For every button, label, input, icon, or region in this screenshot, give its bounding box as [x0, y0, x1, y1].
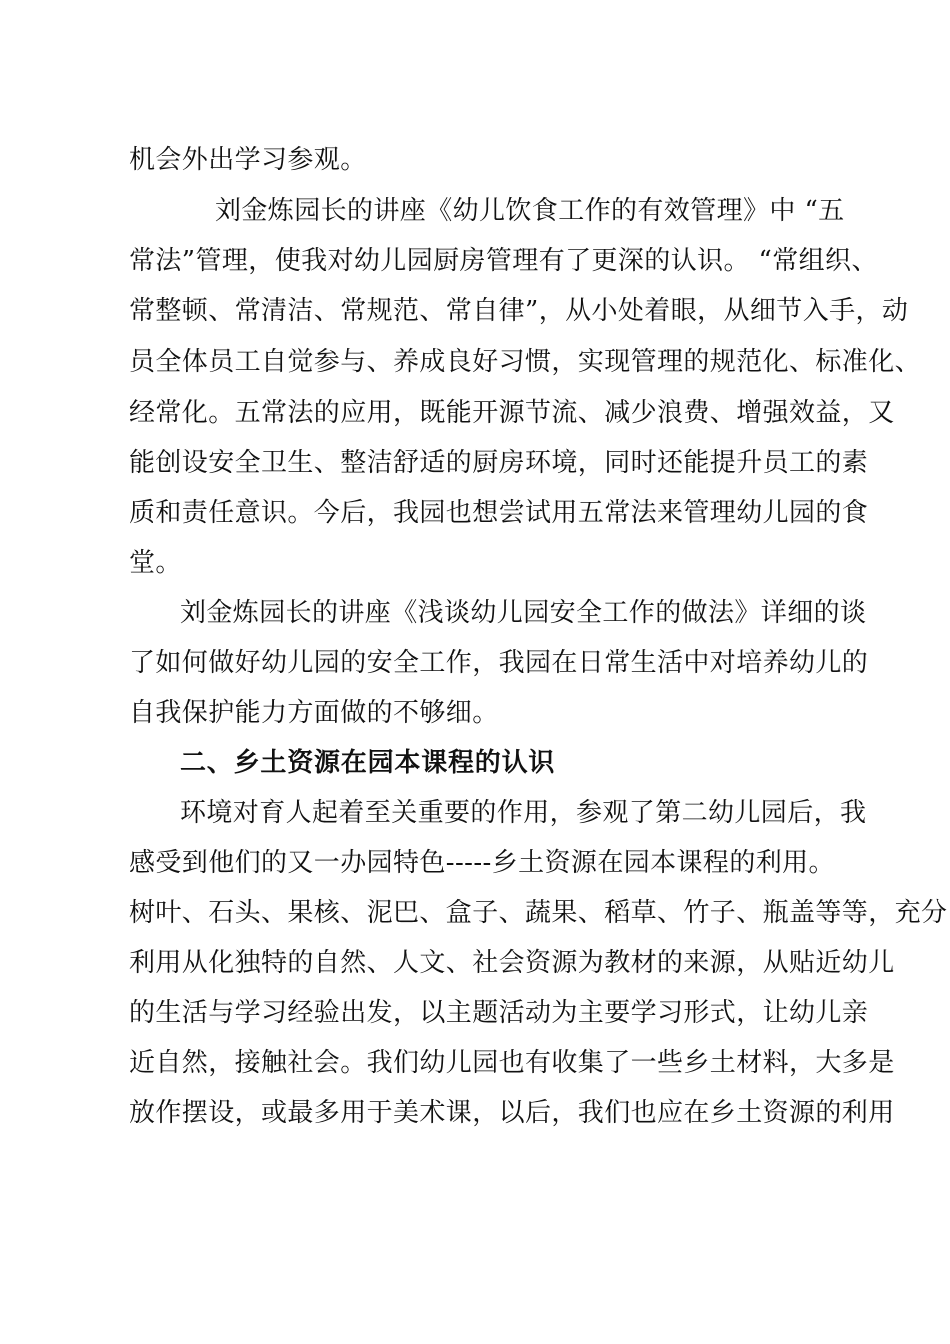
- text-line-18: 的生活与学习经验出发，以主题活动为主要学习形式，让幼儿亲: [129, 998, 869, 1028]
- text-line-2: 刘金炼园长的讲座《幼儿饮食工作的有效管理》中 “五: [215, 196, 845, 226]
- text-line-14: 环境对育人起着至关重要的作用，参观了第二幼儿园后，我: [180, 798, 867, 828]
- section-heading: 二、乡土资源在园本课程的认识: [180, 748, 556, 778]
- text-line-9: 堂。: [129, 548, 182, 578]
- text-line-3: 常法”管理，使我对幼儿园厨房管理有了更深的认识。 “常组织、: [129, 246, 878, 276]
- text-line-8: 质和责任意识。今后，我园也想尝试用五常法来管理幼儿园的食: [129, 498, 869, 528]
- text-line-15: 感受到他们的又一办园特色-----乡土资源在园本课程的利用。: [129, 848, 835, 878]
- text-line-19: 近自然，接触社会。我们幼儿园也有收集了一些乡土材料，大多是: [129, 1048, 895, 1078]
- text-line-4: 常整顿、常清洁、常规范、常自律”，从小处着眼，从细节入手，动: [129, 296, 909, 326]
- text-line-1: 机会外出学习参观。: [129, 145, 367, 175]
- text-line-7: 能创设安全卫生、整洁舒适的厨房环境，同时还能提升员工的素: [129, 448, 869, 478]
- text-line-16: 树叶、石头、果核、泥巴、盒子、蔬果、稻草、竹子、瓶盖等等，充分: [129, 898, 948, 928]
- text-line-17: 利用从化独特的自然、人文、社会资源为教材的来源，从贴近幼儿: [129, 948, 895, 978]
- text-line-12: 自我保护能力方面做的不够细。: [129, 698, 499, 728]
- text-line-10: 刘金炼园长的讲座《浅谈幼儿园安全工作的做法》详细的谈: [180, 598, 867, 628]
- text-line-6: 经常化。五常法的应用，既能开源节流、减少浪费、增强效益，又: [129, 398, 895, 428]
- text-line-5: 员全体员工自觉参与、养成良好习惯，实现管理的规范化、标准化、: [129, 347, 922, 377]
- text-line-11: 了如何做好幼儿园的安全工作，我园在日常生活中对培养幼儿的: [129, 648, 869, 678]
- text-line-20: 放作摆设，或最多用于美术课，以后，我们也应在乡土资源的利用: [129, 1098, 895, 1128]
